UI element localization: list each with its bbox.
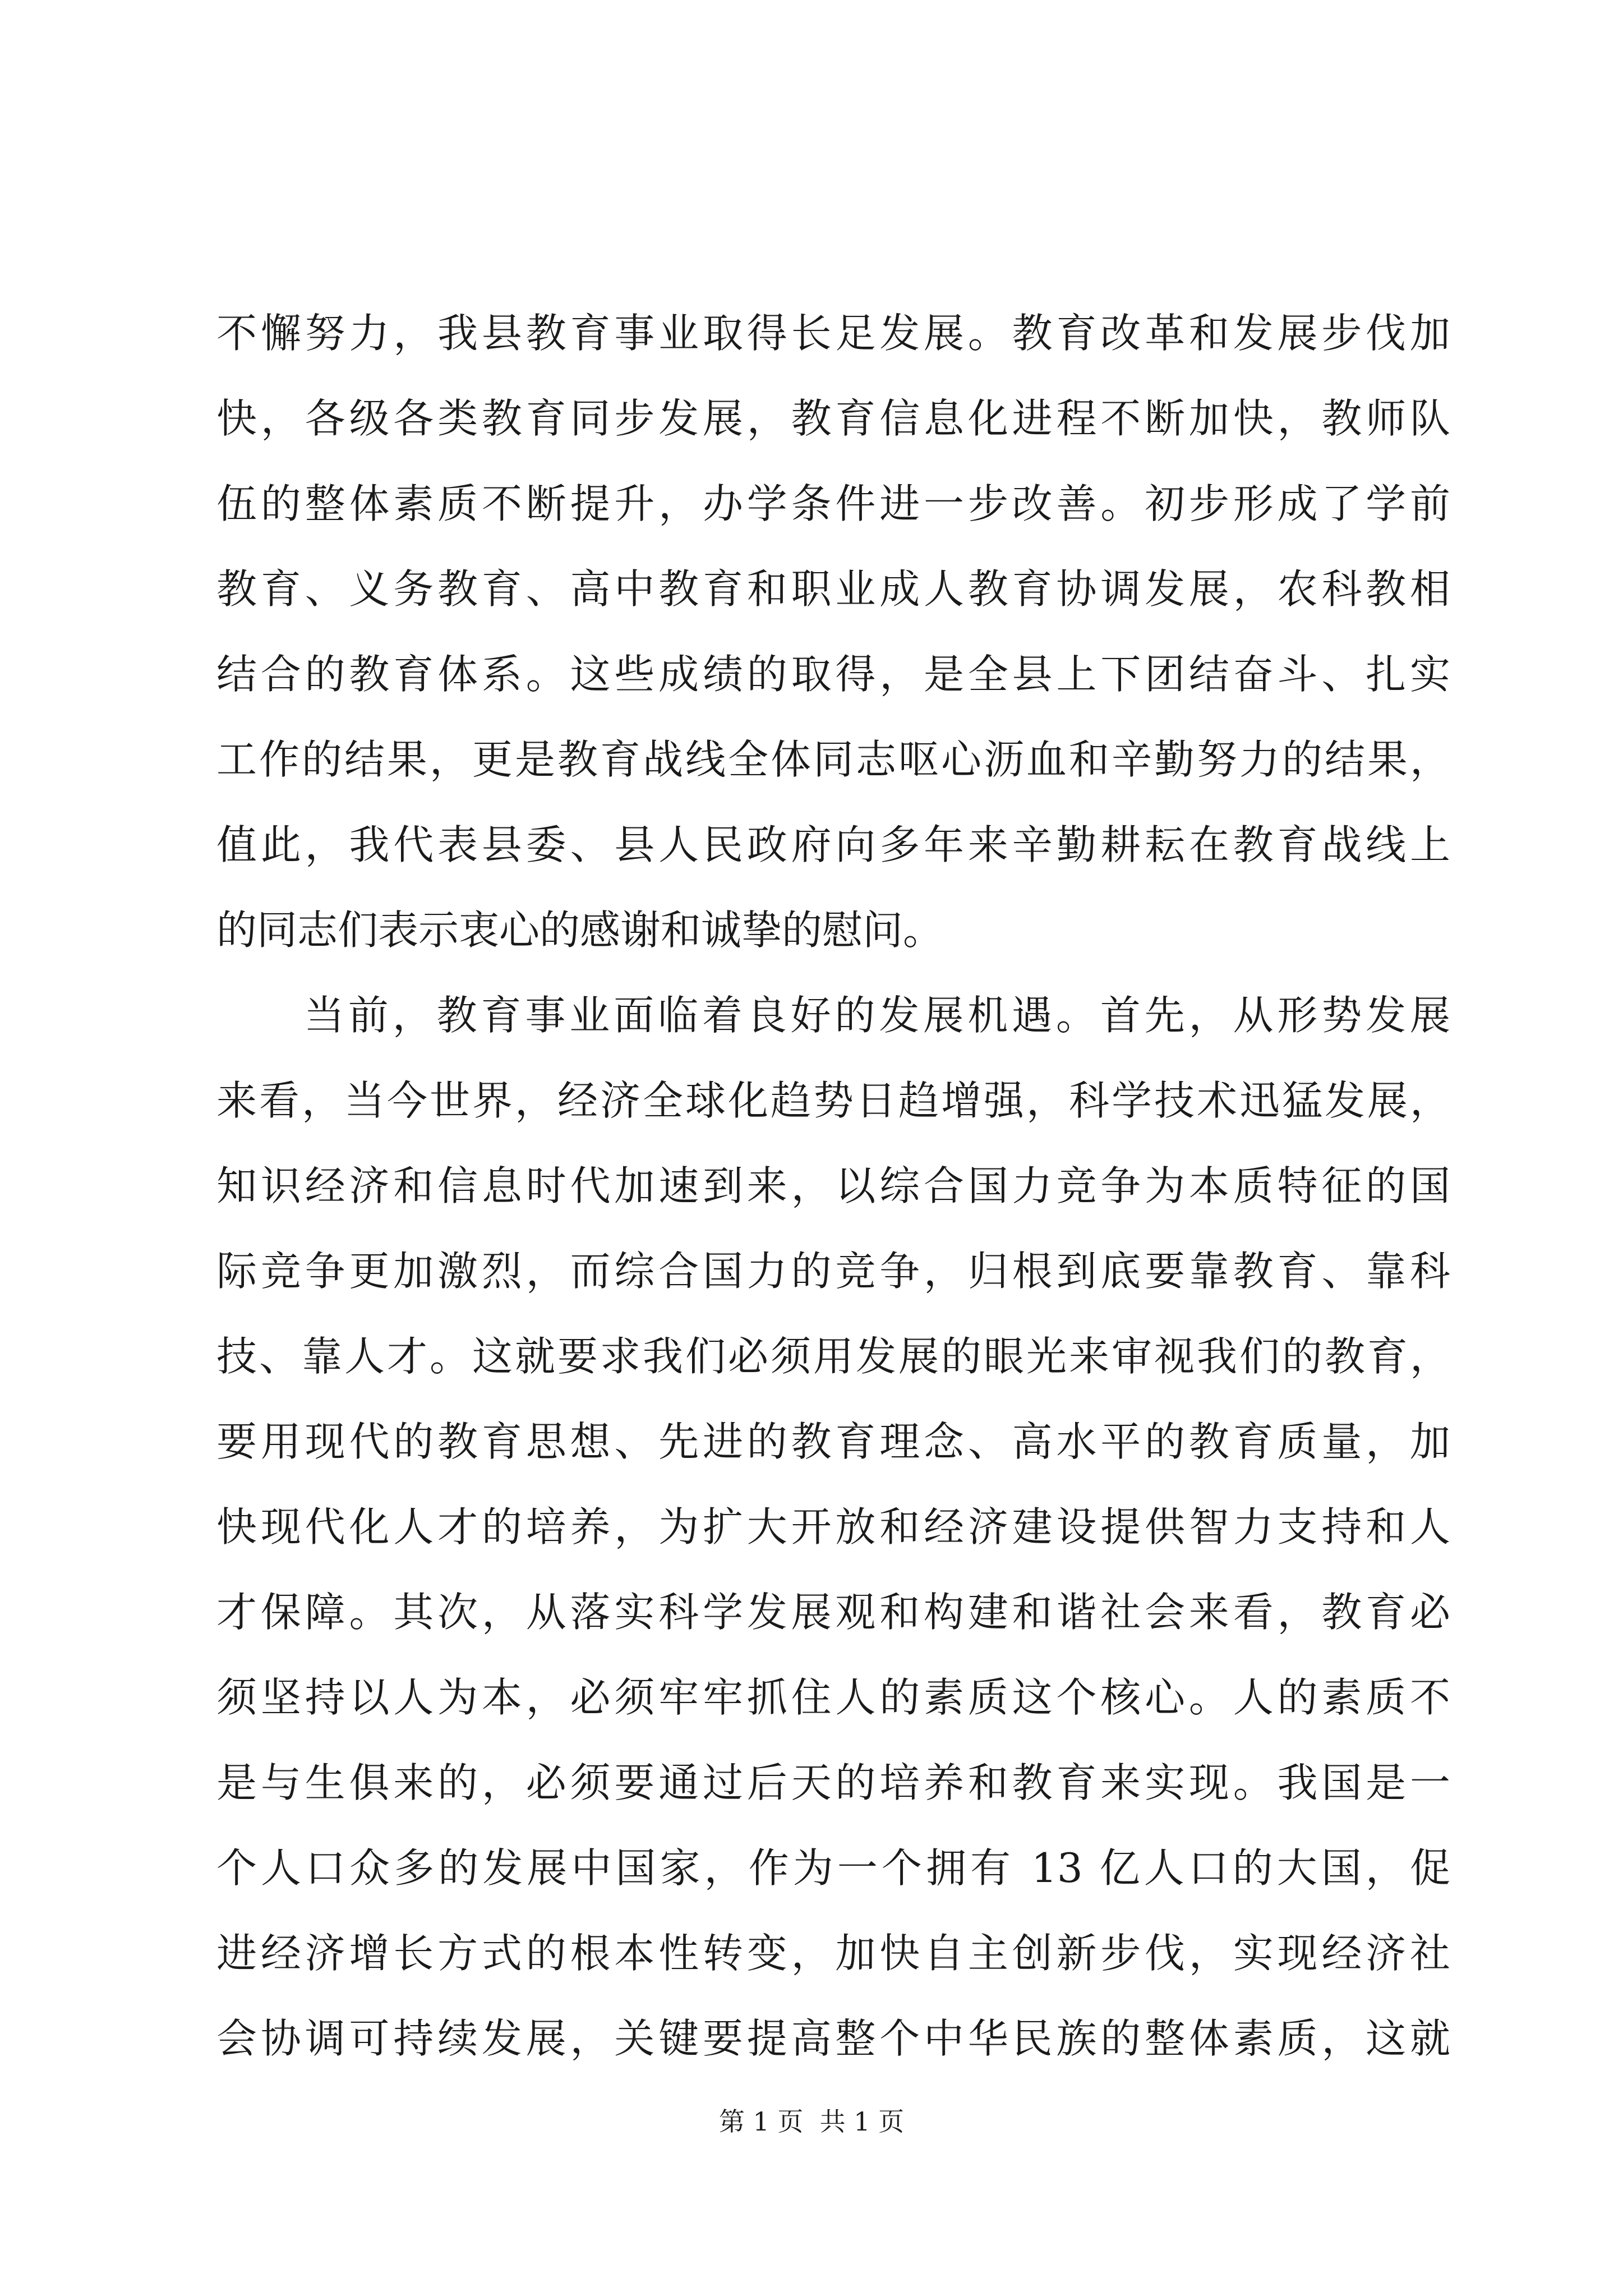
document-body — [216, 291, 1450, 2081]
text-line: 当前，教育事业面临着良好的发展机遇。首先，从形势发展 — [304, 992, 1450, 1039]
text-line: 是与生俱来的，必须要通过后天的培养和教育来实现。我国是一 — [216, 1759, 1450, 1806]
text-line: 快现代化人才的培养，为扩大开放和经济建设提供智力支持和人 — [216, 1503, 1450, 1550]
text-line: 会协调可持续发展，关键要提高整个中华民族的整体素质，这就 — [216, 2015, 1450, 2062]
text-line: 的同志们表示衷心的感谢和诚挚的慰问。 — [216, 907, 944, 954]
text-line: 知识经济和信息时代加速到来，以综合国力竞争为本质特征的国 — [216, 1162, 1450, 1209]
text-line: 个人口众多的发展中国家，作为一个拥有 13 亿人口的大国，促 — [216, 1844, 1450, 1892]
text-line: 才保障。其次，从落实科学发展观和构建和谐社会来看，教育必 — [216, 1589, 1450, 1636]
text-line: 值此，我代表县委、县人民政府向多年来辛勤耕耘在教育战线上 — [216, 821, 1450, 868]
page-footer: 第 1 页 共 1 页 — [718, 2106, 905, 2137]
text-line: 不懈努力，我县教育事业取得长足发展。教育改革和发展步伐加 — [216, 310, 1450, 357]
paragraph-2 — [216, 973, 1450, 2081]
text-line: 教育、义务教育、高中教育和职业成人教育协调发展，农科教相 — [216, 565, 1450, 613]
paragraph-1 — [216, 291, 1450, 973]
text-line: 工作的结果，更是教育战线全体同志呕心沥血和辛勤努力的结果， — [216, 736, 1450, 783]
text-line: 技、靠人才。这就要求我们必须用发展的眼光来审视我们的教育， — [216, 1333, 1450, 1380]
text-line: 进经济增长方式的根本性转变，加快自主创新步伐，实现经济社 — [216, 1930, 1450, 1977]
text-line: 际竞争更加激烈，而综合国力的竞争，归根到底要靠教育、靠科 — [216, 1248, 1450, 1295]
text-line: 伍的整体素质不断提升，办学条件进一步改善。初步形成了学前 — [216, 480, 1450, 527]
text-line: 须坚持以人为本，必须牢牢抓住人的素质这个核心。人的素质不 — [216, 1674, 1450, 1721]
text-line: 快，各级各类教育同步发展，教育信息化进程不断加快，教师队 — [216, 395, 1450, 442]
text-line: 要用现代的教育思想、先进的教育理念、高水平的教育质量，加 — [216, 1418, 1450, 1465]
text-line: 结合的教育体系。这些成绩的取得，是全县上下团结奋斗、扎实 — [216, 651, 1450, 698]
text-line: 来看，当今世界，经济全球化趋势日趋增强，科学技术迅猛发展， — [216, 1077, 1450, 1124]
